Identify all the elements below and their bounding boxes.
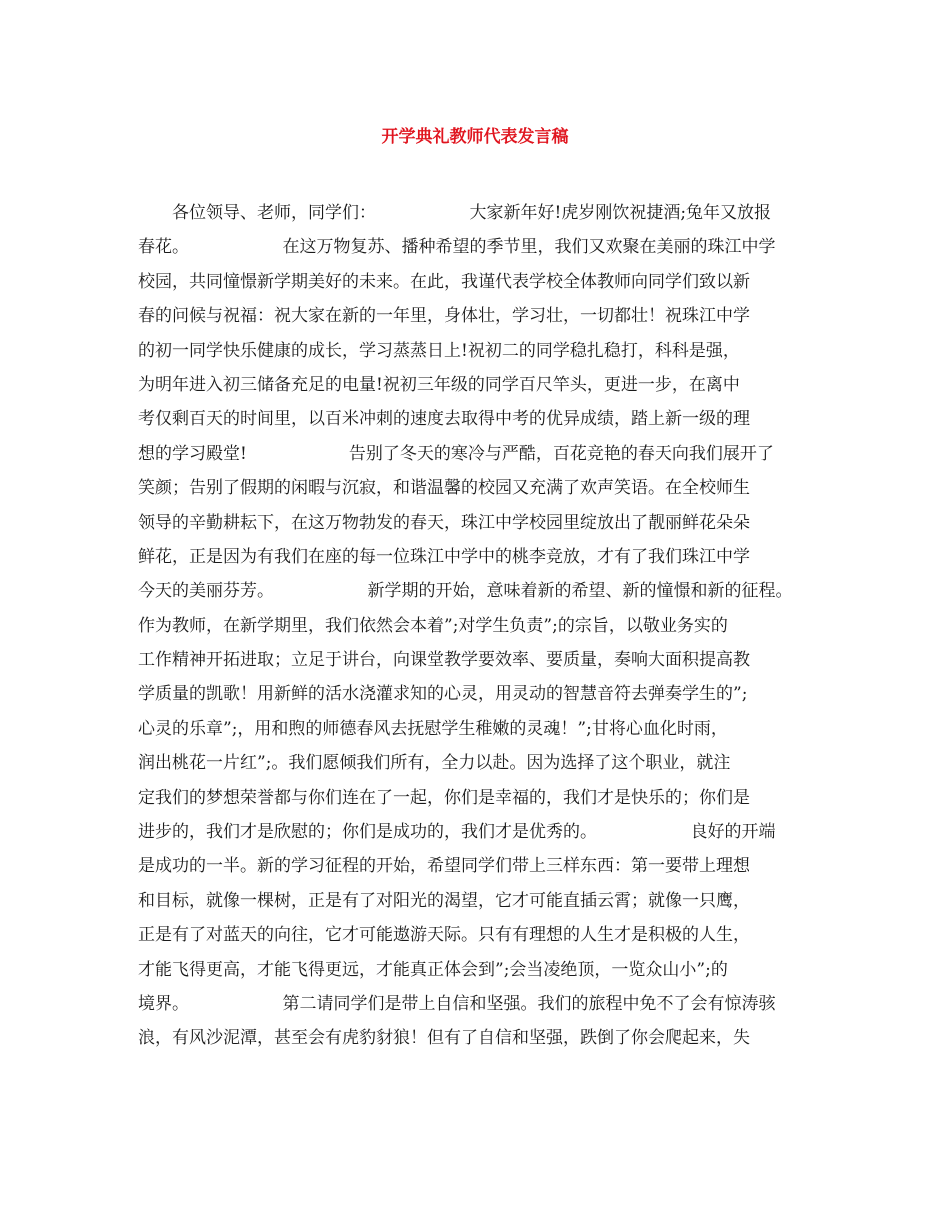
body-line: 今天的美丽芬芳。 新学期的开始，意味着新的希望、新的憧憬和新的征程。	[138, 581, 793, 602]
body-line: 和目标，就像一棵树，正是有了对阳光的渴望，它才可能直插云霄；就像一只鹰，	[138, 890, 750, 911]
body-line: 作为教师，在新学期里，我们依然会本着”;对学生负责”;的宗旨，以敬业务实的	[138, 615, 728, 636]
body-line: 春的问候与祝福：祝大家在新的一年里，身体壮，学习壮，一切都壮！祝珠江中学	[138, 306, 750, 327]
body-line: 考仅剩百天的时间里，以百米冲刺的速度去取得中考的优异成绩，踏上新一级的理	[138, 409, 750, 430]
body-line: 才能飞得更高，才能飞得更远，才能真正体会到”;会当凌绝顶，一览众山小”;的	[138, 959, 728, 980]
body-line: 校园，共同憧憬新学期美好的未来。在此，我谨代表学校全体教师向同学们致以新	[138, 271, 750, 292]
body-line: 为明年进入初三储备充足的电量!祝初三年级的同学百尺竿头，更进一步，在离中	[138, 374, 740, 395]
body-line: 进步的，我们才是欣慰的；你们是成功的，我们才是优秀的。 良好的开端	[138, 822, 776, 843]
body-line: 心灵的乐章”;，用和煦的师德春风去抚慰学生稚嫩的灵魂！”;甘将心血化时雨，	[138, 718, 728, 739]
body-line: 浪，有风沙泥潭，甚至会有虎豹豺狼！但有了自信和坚强，跌倒了你会爬起来，失	[138, 1028, 750, 1049]
body-line: 领导的辛勤耕耘下，在这万物勃发的春天，珠江中学校园里绽放出了靓丽鲜花朵朵	[138, 512, 750, 533]
body-line: 鲜花，正是因为有我们在座的每一位珠江中学中的桃李竞放，才有了我们珠江中学	[138, 546, 750, 567]
body-line: 春花。 在这万物复苏、播种希望的季节里，我们又欢聚在美丽的珠江中学	[138, 237, 776, 258]
document-body	[138, 196, 828, 1056]
body-line: 正是有了对蓝天的向往，它才可能遨游天际。只有有理想的人生才是积极的人生，	[138, 925, 750, 946]
body-line: 境界。 第二请同学们是带上自信和坚强。我们的旅程中免不了会有惊涛骇	[138, 993, 776, 1014]
body-line: 定我们的梦想荣誉都与你们连在了一起，你们是幸福的，我们才是快乐的；你们是	[138, 787, 750, 808]
body-line: 工作精神开拓进取；立足于讲台，向课堂教学要效率、要质量，奏响大面积提高教	[138, 650, 750, 671]
body-line: 是成功的一半。新的学习征程的开始，希望同学们带上三样东西：第一要带上理想	[138, 856, 750, 877]
body-line: 的初一同学快乐健康的成长，学习蒸蒸日上!祝初二的同学稳扎稳打，科科是强，	[138, 340, 740, 361]
body-line: 各位领导、老师，同学们： 大家新年好!虎岁刚饮祝捷酒;兔年又放报	[138, 203, 772, 223]
body-line: 想的学习殿堂! 告别了冬天的寒冷与严酷，百花竞艳的春天向我们展开了	[138, 443, 774, 464]
body-line: 学质量的凯歌！用新鲜的活水浇灌求知的心灵，用灵动的智慧音符去弹奏学生的”;	[138, 684, 748, 705]
document-title: 开学典礼教师代表发言稿	[381, 127, 569, 147]
body-line: 润出桃花一片红”;。我们愿倾我们所有，全力以赴。因为选择了这个职业，就注	[138, 753, 731, 774]
body-line: 笑颜；告别了假期的闲暇与沉寂，和谐温馨的校园又充满了欢声笑语。在全校师生	[138, 478, 750, 499]
